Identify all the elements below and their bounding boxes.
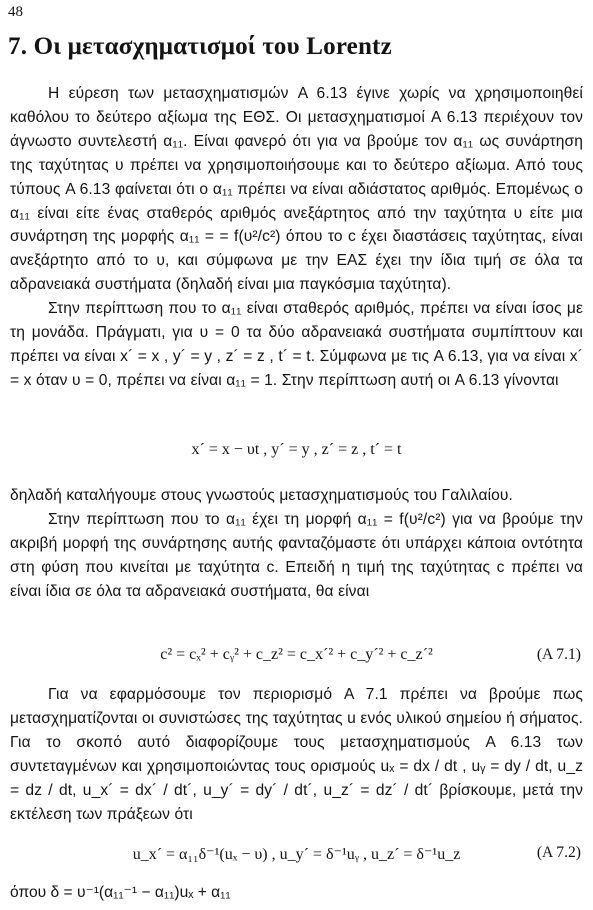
paragraph-2: Στην περίπτωση που το α₁₁ είναι σταθερός αριθμός, πρέπει να είναι ίσος με τη μονάδα. Πράγματι, για υ = 0 τα δύο αδρανειακά συστήματα συμπίπτουν και πρέπει να είναι x´ = x , y´ = y , z´ = z , t´ = t. Σύμφωνα με τις A 6.13, για να είναι x´ = x όταν υ = 0, πρέπει να είναι α₁₁ = 1. Στην περίπτωση αυτή οι A 6.13 γίνονται [10,300,583,389]
paragraph-4: Στην περίπτωση που το α₁₁ έχει τη μορφή α₁₁ = f(υ²/c²) για να βρούμε την ακριβή μορφή της συνάρτησης αυτής φανταζόμαστε ότι υπάρχει κάποια οντότητα στη φύση που κινείται με ταχύτητα c. Επειδή η τιμή της ταχύτητας c πρέπει να είναι ίδια σε όλα τα αδρανειακά συστήματα, θα είναι [10,510,583,600]
equation-a72 [0,844,593,864]
equation-galilean-text: x´ = x − υt , y´ = y , z´ = z , t´ = t [191,441,402,458]
paragraph-block-3 [10,683,583,826]
equation-a72-label: (A 7.2) [536,844,581,861]
equation-a72-text: u_x´ = α₁₁δ⁻¹(uₓ − υ) , u_y´ = δ⁻¹uᵧ , u_z´ = δ⁻¹u_z [132,846,461,863]
equation-delta [0,883,593,907]
equation-a71-text: c² = cₓ² + cᵧ² + c_z² = c_x´² + c_y´² + c_z´² [160,646,433,663]
equation-galilean [0,441,593,459]
page-number: 48 [8,4,23,20]
paragraph-5: Για να εφαρμόσουμε τον περιορισμό A 7.1 πρέπει να βρούμε πως μετασχηματίζονται οι συνιστώσες της ταχύτητας u ενός υλικού σημείου ή σήματος. Για το σκοπό αυτό διαφορίζουμε τους μετασχηματισμούς A 6.13 των συντεταγμένων και χρησιμοποιώντας τους ορισμούς uₓ = dx / dt , uᵧ = dy / dt, u_z = dz / dt, u_x´ = dx´ / dt´, u_y´ = dy´ / dt´, u_z´ = dz´ / dt´ βρίσκουμε, μετά την εκτέλεση των πράξεων ότι [10,686,583,823]
equation-a71 [0,646,593,664]
paragraph-block-2 [10,484,583,604]
paragraph-1: Η εύρεση των μετασχηματισμών A 6.13 έγινε χωρίς να χρησιμοποιηθεί καθόλου το δεύτερο αξίωμα της ΕΘΣ. Οι μετασχηματισμοί A 6.13 περιέχουν τον άγνωστο συντελεστή α₁₁. Είναι φανερό ότι για να βρούμε τον α₁₁ ως συνάρτηση της ταχύτητας υ πρέπει να χρησιμοποιήσουμε και το δεύτερο αξίωμα. Από τους τύπους A 6.13 φαίνεται ότι ο α₁₁ πρέπει να είναι αδιάστατος αριθμός. Επομένως ο α₁₁ είναι είτε ένας σταθερός αριθμός ανεξάρτητος από την ταχύτητα υ είτε μια συνάρτηση της μορφής α₁₁ = = f(υ²/c²) όπου το c έχει διαστάσεις ταχύτητας, είναι ανεξάρτητο από το υ, και σύμφωνα με την ΕΑΣ έχει την ίδια τιμή σε όλα τα αδρανειακά συστήματα (δηλαδή είναι μια παγκόσμια ταχύτητα). [10,85,583,294]
equation-a71-label: (A 7.1) [536,646,581,663]
paragraph-block-1 [10,82,583,393]
chapter-title: 7. Οι μετασχηματισμοί του Lorentz [8,33,392,60]
equation-delta-text: όπου δ = υ⁻¹(α₁₁⁻¹ − α₁₁)uₓ + α₁₁ [10,884,231,901]
paragraph-3: δηλαδή καταλήγουμε στους γνωστούς μετασχηματισμούς του Γαλιλαίου. [10,487,513,504]
